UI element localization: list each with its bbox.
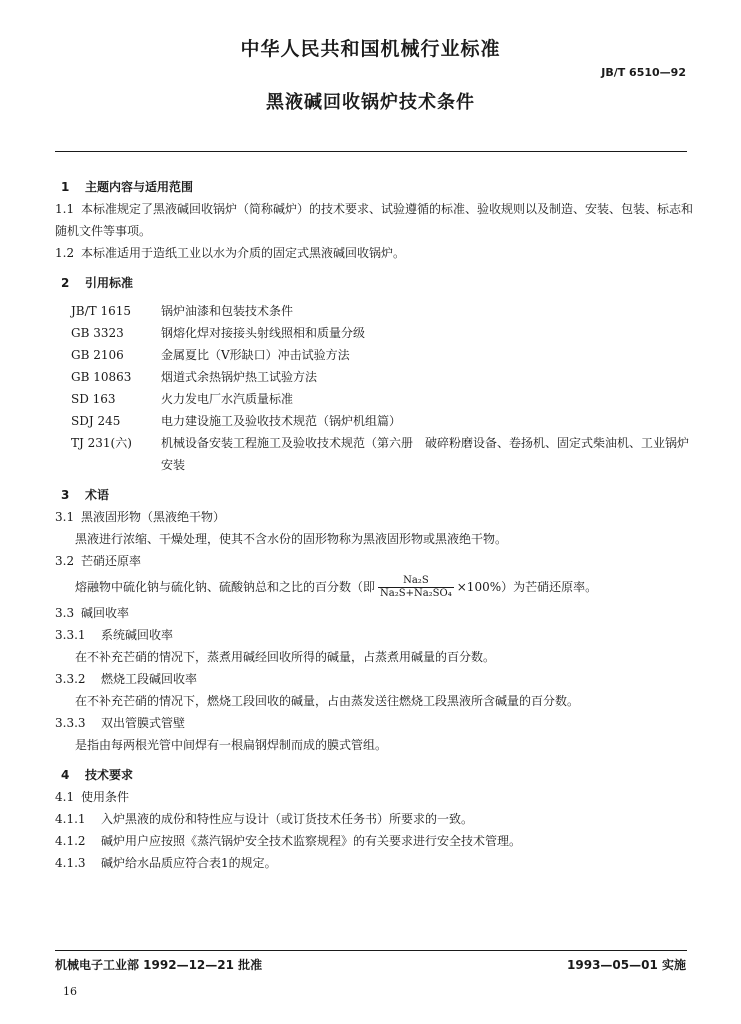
reference-list (55, 300, 695, 476)
term-3-3-2-body: 在不补充芒硝的情况下，燃烧工段回收的碱量，占由蒸发送往燃烧工段黑液所含碱量的百分数。 (75, 694, 580, 708)
clause-1-2: 1.2 本标准适用于造纸工业以水为介质的固定式黑液碱回收锅炉。 (55, 246, 406, 260)
term-3-3-3-body: 是指由每两根光管中间焊有一根扁钢焊制而成的膜式管组。 (75, 738, 388, 752)
term-3-2-title: 3.2 芒硝还原率 (55, 554, 142, 568)
section-2-heading: 2 引用标准 (61, 276, 134, 290)
term-3-3-2-title: 3.3.2 燃烧工段碱回收率 (55, 672, 198, 686)
approval-line: 机械电子工业部 1992—12—21 批准 (55, 958, 263, 972)
effective-date: 1993—05—01 实施 (567, 958, 686, 972)
clause-4-1-2: 4.1.2 碱炉用户应按照《蒸汽锅炉安全技术监察规程》的有关要求进行安全技术管理。 (55, 834, 522, 848)
term-3-1-body: 黑液进行浓缩、干燥处理，使其不含水份的固形物称为黑液固形物或黑液绝干物。 (75, 532, 508, 546)
reference-item: SD 163 火力发电厂水汽质量标准 (71, 392, 294, 406)
clause-4-1-3: 4.1.3 碱炉给水品质应符合表1的规定。 (55, 856, 277, 870)
term-3-3-title: 3.3 碱回收率 (55, 606, 130, 620)
reference-item: GB 2106 金属夏比（V形缺口）冲击试验方法 (71, 348, 350, 362)
clause-4-1: 4.1 使用条件 (55, 790, 130, 804)
term-3-3-1-title: 3.3.1 系统碱回收率 (55, 628, 174, 642)
standard-category: 中华人民共和国机械行业标准 (240, 38, 501, 60)
reduction-ratio-formula: $\frac{\text{Na₂S}}{\text{Na₂S+Na₂SO₄}}$ (380, 575, 452, 599)
document-title: 黑液碱回收锅炉技术条件 (266, 92, 475, 113)
term-3-1-title: 3.1 黑液固形物（黑液绝干物） (55, 510, 226, 524)
reference-item: GB 10863 烟道式余热锅炉热工试验方法 (71, 370, 318, 384)
section-3-heading: 3 术语 (61, 488, 110, 502)
clause-1-1: 1.1 本标准规定了黑液碱回收锅炉（简称碱炉）的技术要求、试验遵循的标准、验收规则以及制造、安装、包装、标志和随机文件等事项。 (55, 202, 694, 238)
term-3-3-3-title: 3.3.3 双出管膜式管壁 (55, 716, 186, 730)
document-body (55, 170, 695, 874)
term-3-3-1-body: 在不补充芒硝的情况下，蒸煮用碱经回收所得的碱量，占蒸煮用碱量的百分数。 (75, 650, 496, 664)
section-4-heading: 4 技术要求 (61, 768, 134, 782)
bottom-divider (55, 950, 687, 951)
reference-item: JB/T 1615 锅炉油漆和包装技术条件 (71, 304, 294, 318)
page-number: 16 (63, 985, 77, 998)
term-3-2-body: 熔融物中硫化钠与硫化钠、硫酸钠总和之比的百分数（即 $\frac{\text{Na₂S}}{\text{Na₂S+Na₂SO₄}}$ ×100%）为芒硝还原率。 (75, 575, 598, 599)
reference-item: GB 3323 钢熔化焊对接接头射线照相和质量分级 (71, 326, 366, 340)
reference-item: SDJ 245 电力建设施工及验收技术规范（锅炉机组篇） (71, 414, 402, 428)
clause-4-1-1: 4.1.1 入炉黑液的成份和特性应与设计（或订货技术任务书）所要求的一致。 (55, 812, 474, 826)
top-divider (55, 151, 687, 152)
standard-number: JB/T 6510—92 (601, 66, 686, 79)
section-1-heading: 1 主题内容与适用范围 (61, 180, 194, 194)
reference-item: TJ 231(六) 机械设备安装工程施工及验收技术规范（第六册 破碎粉磨设备、卷扬机、固定式柴油机、工业锅炉安装 (71, 436, 690, 472)
